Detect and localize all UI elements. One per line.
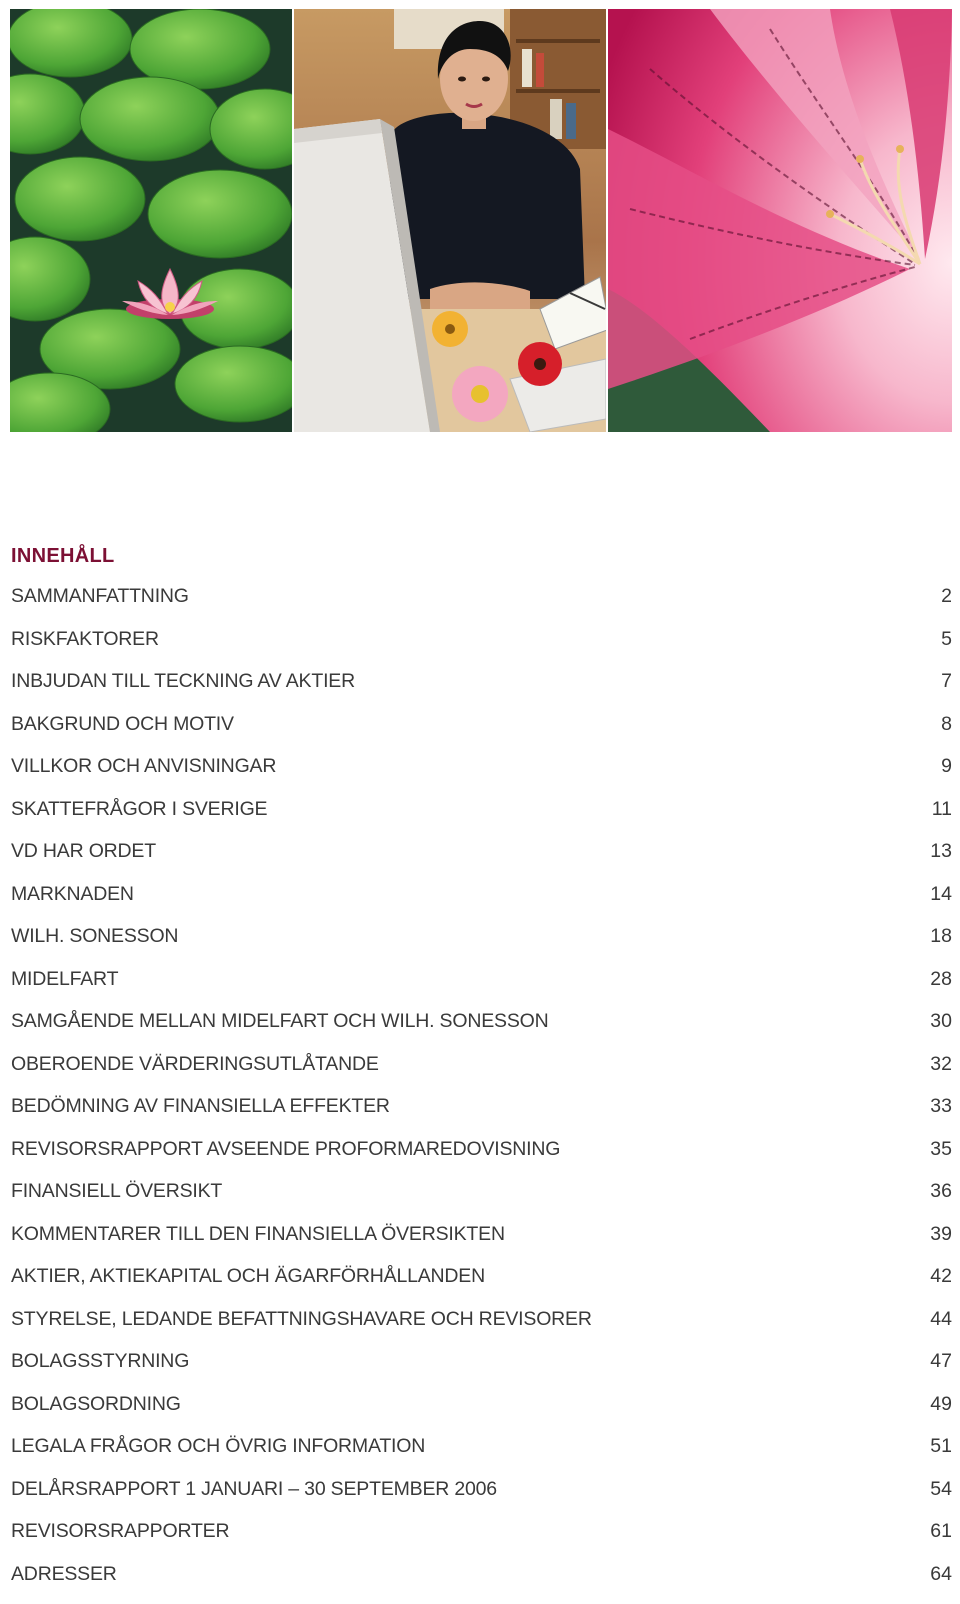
toc-entry[interactable]	[11, 1349, 952, 1392]
toc-entry-page-number: 44	[930, 1307, 952, 1331]
toc-entry-page-number: 36	[930, 1179, 952, 1203]
toc-entry-title: STYRELSE, LEDANDE BEFATTNINGSHAVARE OCH REVISORER	[11, 1307, 592, 1331]
toc-entry[interactable]	[11, 1137, 952, 1180]
toc-entry-page-number: 8	[941, 712, 952, 736]
toc-entry[interactable]	[11, 1562, 952, 1604]
water-lily-photo	[10, 9, 320, 432]
toc-entry-title: RISKFAKTORER	[11, 627, 159, 651]
toc-entry[interactable]	[11, 1307, 952, 1350]
toc-entry-title: OBEROENDE VÄRDERINGSUTLÅTANDE	[11, 1052, 379, 1076]
toc-entry-page-number: 30	[930, 1009, 952, 1033]
toc-entry[interactable]	[11, 882, 952, 925]
pink-lily-flower-photo	[608, 9, 952, 432]
toc-entry-title: SAMGÅENDE MELLAN MIDELFART OCH WILH. SONESSON	[11, 1009, 548, 1033]
toc-entry[interactable]	[11, 1222, 952, 1265]
toc-entry-title: DELÅRSRAPPORT 1 JANUARI – 30 SEPTEMBER 2006	[11, 1477, 497, 1501]
toc-entry[interactable]	[11, 839, 952, 882]
toc-entry-title: MARKNADEN	[11, 882, 134, 906]
toc-entry[interactable]	[11, 1434, 952, 1477]
woman-at-computer-photo	[294, 9, 610, 432]
toc-entry-title: SKATTEFRÅGOR I SVERIGE	[11, 797, 267, 821]
toc-entry[interactable]	[11, 669, 952, 712]
toc-entry[interactable]	[11, 924, 952, 967]
toc-entry-page-number: 18	[930, 924, 952, 948]
toc-entry-title: MIDELFART	[11, 967, 118, 991]
toc-entry-title: VILLKOR OCH ANVISNINGAR	[11, 754, 276, 778]
toc-heading: INNEHÅLL	[11, 544, 952, 568]
toc-entry-page-number: 35	[930, 1137, 952, 1161]
toc-list	[11, 584, 952, 1604]
toc-entry[interactable]	[11, 1009, 952, 1052]
toc-entry-page-number: 28	[930, 967, 952, 991]
table-of-contents	[11, 544, 952, 568]
toc-entry[interactable]	[11, 1392, 952, 1435]
toc-entry[interactable]	[11, 967, 952, 1010]
toc-entry-page-number: 51	[930, 1434, 952, 1458]
toc-entry-title: LEGALA FRÅGOR OCH ÖVRIG INFORMATION	[11, 1434, 425, 1458]
toc-entry-page-number: 39	[930, 1222, 952, 1246]
toc-entry-title: SAMMANFATTNING	[11, 584, 189, 608]
toc-entry[interactable]	[11, 584, 952, 627]
toc-entry-page-number: 5	[941, 627, 952, 651]
toc-entry-title: AKTIER, AKTIEKAPITAL OCH ÄGARFÖRHÅLLANDEN	[11, 1264, 485, 1288]
toc-entry-title: FINANSIELL ÖVERSIKT	[11, 1179, 222, 1203]
toc-entry-page-number: 7	[941, 669, 952, 693]
toc-entry[interactable]	[11, 1179, 952, 1222]
toc-entry[interactable]	[11, 1264, 952, 1307]
toc-entry[interactable]	[11, 1094, 952, 1137]
toc-entry-page-number: 13	[930, 839, 952, 863]
toc-entry-page-number: 9	[941, 754, 952, 778]
photo-strip	[10, 9, 952, 432]
toc-entry-title: INBJUDAN TILL TECKNING AV AKTIER	[11, 669, 355, 693]
toc-entry[interactable]	[11, 627, 952, 670]
toc-entry-title: VD HAR ORDET	[11, 839, 156, 863]
toc-entry[interactable]	[11, 1052, 952, 1095]
toc-entry[interactable]	[11, 797, 952, 840]
toc-entry[interactable]	[11, 754, 952, 797]
toc-entry-page-number: 64	[930, 1562, 952, 1586]
toc-entry-page-number: 32	[930, 1052, 952, 1076]
toc-entry-title: KOMMENTARER TILL DEN FINANSIELLA ÖVERSIKTEN	[11, 1222, 505, 1246]
toc-entry-page-number: 61	[930, 1519, 952, 1543]
toc-entry[interactable]	[11, 712, 952, 755]
toc-entry-page-number: 42	[930, 1264, 952, 1288]
toc-entry-page-number: 2	[941, 584, 952, 608]
toc-entry-title: BAKGRUND OCH MOTIV	[11, 712, 234, 736]
toc-entry-page-number: 14	[930, 882, 952, 906]
toc-entry-page-number: 47	[930, 1349, 952, 1373]
toc-entry[interactable]	[11, 1477, 952, 1520]
toc-entry-title: ADRESSER	[11, 1562, 117, 1586]
toc-entry[interactable]	[11, 1519, 952, 1562]
toc-entry-title: REVISORSRAPPORTER	[11, 1519, 229, 1543]
toc-entry-title: BOLAGSSTYRNING	[11, 1349, 189, 1373]
toc-entry-title: BOLAGSORDNING	[11, 1392, 181, 1416]
toc-entry-page-number: 54	[930, 1477, 952, 1501]
toc-entry-title: WILH. SONESSON	[11, 924, 178, 948]
toc-entry-title: REVISORSRAPPORT AVSEENDE PROFORMAREDOVISNING	[11, 1137, 560, 1161]
toc-entry-title: BEDÖMNING AV FINANSIELLA EFFEKTER	[11, 1094, 390, 1118]
toc-entry-page-number: 49	[930, 1392, 952, 1416]
toc-entry-page-number: 11	[932, 797, 952, 821]
toc-entry-page-number: 33	[930, 1094, 952, 1118]
